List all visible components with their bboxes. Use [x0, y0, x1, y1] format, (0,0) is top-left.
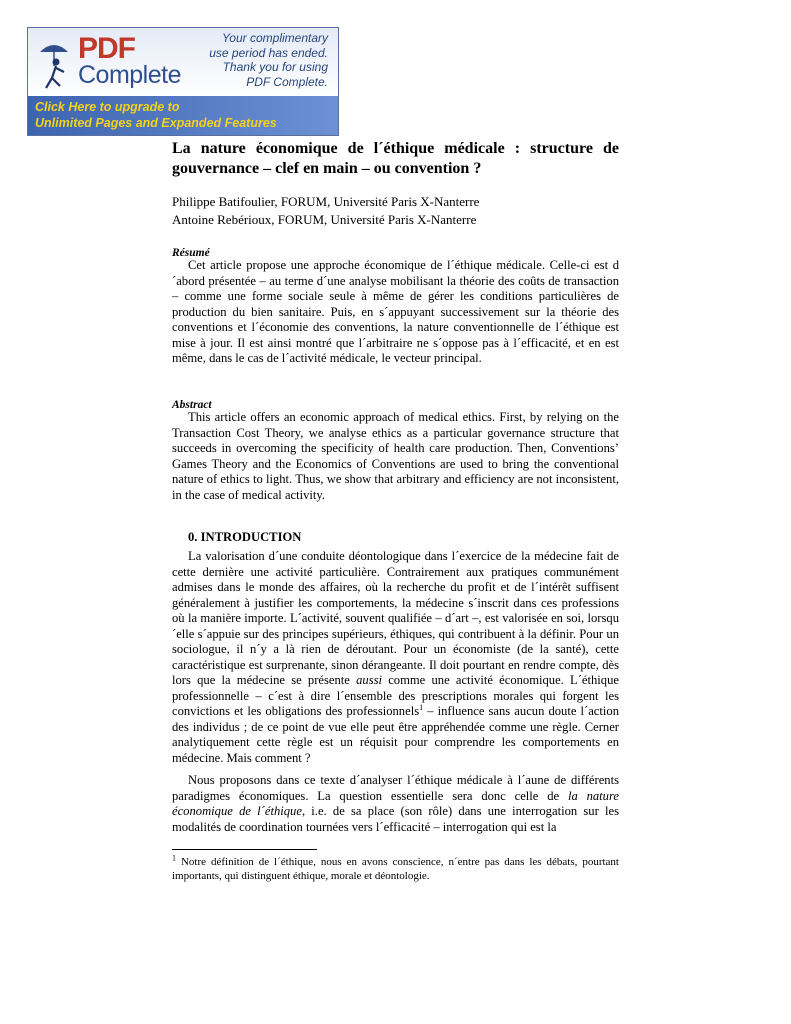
banner-message-line: PDF Complete. [246, 74, 328, 89]
text-run: – influence sans aucun doute l´action des individus ; de ce point de vue elle peut être appréhendée comme une règle. Cerner analytiquement cette règle est un réquisit pour comprendre les comportements en médecine. Mais comment ? [172, 704, 619, 765]
text-run: comme une activité économique. L´éthique professionnelle – c´est à dire l´ensemble des prescriptions morales qui forgent les convictions et les obligations des professionnels [172, 673, 619, 718]
umbrella-figure-icon [34, 36, 74, 92]
logo-complete-text: Complete [78, 61, 181, 89]
banner-message-line: use period has ended. [209, 45, 328, 60]
banner-message [209, 31, 328, 89]
upgrade-cta[interactable] [35, 99, 277, 131]
text-run: La valorisation d´une conduite déontologique dans l´exercice de la médecine fait de cette dernière une activité particulière. Contrairement aux pratiques communément admises dans le monde des affaires, où la recherche du profit et de l´intérêt suffisent généralement à justifier les comportements, la médecine s´inscrit dans ces professions où la manière importe. L´activité, souvent qualifiée – d´art –, est valorisée en soi, lorsqu´elle s´appuie sur des principes supérieurs, éthiques, qui contribuent à la définir. Pour un sociologue, il n´y a là rien de déroutant. Pour un économiste (de la santé), cette caractéristique est surprenante, sinon dérangeante. Il doit pourtant en rendre compte, dès lors que la médecine se présente [172, 549, 619, 687]
author-line: Philippe Batifoulier, FORUM, Université Paris X-Nanterre [172, 194, 480, 209]
italic-run: aussi [356, 673, 382, 687]
paper-title: La nature économique de l´éthique médicale : structure de gouvernance – clef en main – ou convention ? [172, 140, 619, 177]
banner-top [28, 28, 338, 96]
author-line: Antoine Rebérioux, FORUM, Université Paris X-Nanterre [172, 212, 477, 227]
banner-message-line: Thank you for using [222, 60, 328, 74]
upgrade-cta-line[interactable]: Unlimited Pages and Expanded Features [35, 116, 277, 130]
banner-message-line: Your complimentary [221, 31, 328, 45]
text-run: Nous proposons dans ce texte d´analyser l´éthique médicale à l´aune de différents paradigmes économiques. La question essentielle sera donc celle de [172, 773, 619, 803]
logo-pdf-text: PDF [78, 32, 135, 65]
upgrade-banner[interactable] [27, 27, 339, 136]
intro-paragraph-1 [172, 549, 619, 766]
abstract-text: This article offers an economic approach of medical ethics. First, by relying on the Transaction Cost Theory, we analyse ethics as a particular governance structure that succeeds in overcoming the specificity of health care production. Then, Conventions’ Games Theory and the Economics of Conventions are used to bring the conventional nature of ethics to light. Thus, we show that arbitrary and efficiency are not inconsistent, in the case of medical activity. [172, 410, 619, 502]
footnote-number: 1 [172, 853, 176, 863]
text-run: , i.e. de sa place (son rôle) dans une interrogation sur les modalités de coordination tournées vers l´efficacité – interrogation qui est la [172, 804, 619, 834]
resume-heading: Résumé [172, 247, 210, 259]
abstract-heading: Abstract [172, 399, 212, 411]
pdf-complete-logo [34, 32, 204, 94]
intro-paragraph-2 [172, 773, 619, 835]
footnote-divider [172, 849, 317, 850]
footnote-ref: 1 [419, 702, 424, 712]
footnote [172, 855, 619, 883]
section-heading: 0. INTRODUCTION [188, 530, 302, 544]
upgrade-link[interactable] [28, 96, 338, 135]
resume-text: Cet article propose une approche économique de l´éthique médicale. Celle-ci est d´abord présentée – au terme d´une analyse mobilisant la théorie des coûts de transaction – comme une forme sociale seule à même de gérer les conditions particulières de production du bien sanitaire. Puis, en s´appuyant successivement sur la théorie des conventions et l´économie des conventions, la nature conventionnelle de l´éthique est mise à jour. Il est ainsi montré que l´arbitraire ne s´oppose pas à l´efficacité, et en est même, dans le cas de l´activité médicale, le vecteur principal. [172, 258, 619, 365]
italic-run: la nature économique de l´éthique [172, 788, 619, 818]
author-list [172, 193, 619, 229]
upgrade-cta-line[interactable]: Click Here to upgrade to [35, 100, 180, 114]
footnote-text: Notre définition de l´éthique, nous en avons conscience, n´entre pas dans les débats, pourtant importants, qui distinguent éthique, morale et déontologie. [172, 856, 619, 882]
